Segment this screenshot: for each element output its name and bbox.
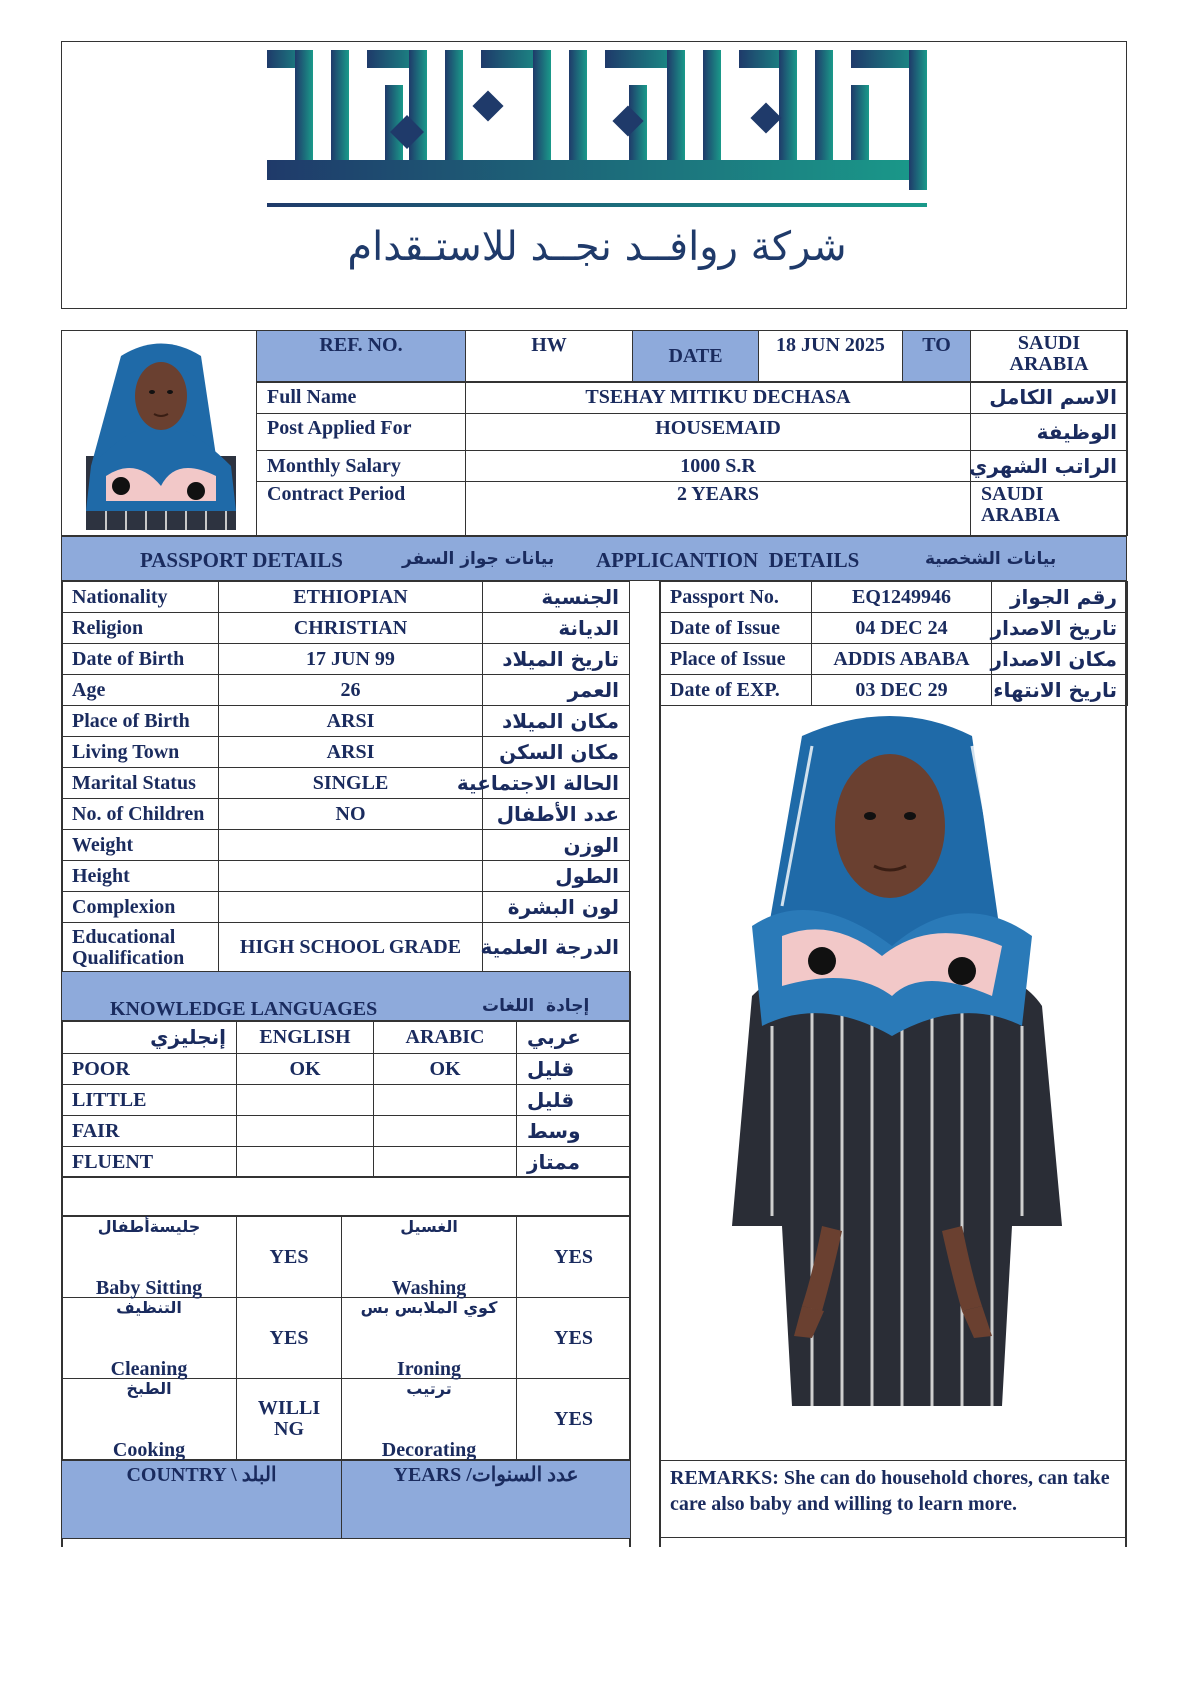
- company-arabic-name: شركة روافــد نجــد للاستـقدام: [347, 224, 847, 270]
- salary-value: 1000 S.R: [466, 451, 971, 482]
- personal-value: 26: [219, 675, 483, 706]
- language-level-ar: قليل: [517, 1085, 631, 1116]
- personal-ar: الطول: [483, 861, 630, 892]
- personal-ar: الوزن: [483, 830, 630, 861]
- post-label: Post Applied For: [257, 414, 466, 451]
- personal-value: CHRISTIAN: [219, 613, 483, 644]
- skill-name-cell: [342, 1217, 517, 1298]
- language-level: FLUENT: [62, 1147, 237, 1178]
- skill-row: [62, 1217, 631, 1298]
- post-ar: الوظيفة: [971, 414, 1128, 451]
- company-logo: [267, 45, 927, 225]
- personal-label: Marital Status: [62, 768, 219, 799]
- skill-name-ar: جليسةأطفال: [97, 1217, 201, 1236]
- language-english-value: [237, 1147, 374, 1178]
- personal-label: Nationality: [62, 582, 219, 613]
- personal-value: [219, 861, 483, 892]
- language-row: [62, 1116, 631, 1147]
- skill-name-cell: [342, 1298, 517, 1379]
- personal-row: [62, 768, 630, 799]
- full-name-label: Full Name: [257, 382, 466, 414]
- personal-label: Educational Qualification: [62, 923, 219, 973]
- personal-row: [62, 706, 630, 737]
- personal-ar: العمر: [483, 675, 630, 706]
- personal-label: Age: [62, 675, 219, 706]
- personal-ar: عدد الأطفال: [483, 799, 630, 830]
- skill-name-en: Ironing: [396, 1358, 462, 1380]
- personal-value: [219, 830, 483, 861]
- personal-ar: تاريخ الميلاد: [483, 644, 630, 675]
- language-arabic-value: [374, 1147, 517, 1178]
- personal-ar: مكان الميلاد: [483, 706, 630, 737]
- application-details-ar: بيانات الشخصية: [925, 549, 1057, 569]
- contract-value: 2 YEARS: [466, 482, 971, 536]
- skill-value: YES: [237, 1298, 342, 1379]
- passport-value: 03 DEC 29: [812, 675, 992, 706]
- personal-row: [62, 737, 630, 768]
- skill-row: [62, 1298, 631, 1379]
- salary-label: Monthly Salary: [257, 451, 466, 482]
- personal-ar: مكان السكن: [483, 737, 630, 768]
- language-arabic-value: OK: [374, 1054, 517, 1085]
- lang-head-arabic: ARABIC: [374, 1022, 517, 1054]
- personal-ar: الديانة: [483, 613, 630, 644]
- personal-ar: الجنسية: [483, 582, 630, 613]
- personal-details-table: [61, 581, 630, 973]
- passport-value: EQ1249946: [812, 582, 992, 613]
- lang-head-ar-right: عربي: [517, 1022, 631, 1054]
- language-arabic-value: [374, 1085, 517, 1116]
- passport-details-ar: بيانات جواز السفر: [402, 549, 555, 569]
- remarks-box: [659, 1460, 1127, 1538]
- date-label: DATE: [633, 331, 759, 383]
- passport-ar: تاريخ الاصدار: [992, 613, 1128, 644]
- languages-title-en: KNOWLEDGE LANGUAGES: [110, 998, 378, 1020]
- personal-row: [62, 861, 630, 892]
- contract-label: Contract Period: [257, 482, 466, 536]
- right-column-left-border: [659, 581, 661, 1547]
- skill-name-cell: [62, 1379, 237, 1460]
- passport-ar: تاريخ الانتهاء: [992, 675, 1128, 706]
- passport-row: [660, 613, 1128, 644]
- experience-table: [61, 1460, 631, 1539]
- remarks-text: REMARKS: She can do household chores, can take care also baby and willing to learn more.: [670, 1467, 1110, 1515]
- language-arabic-value: [374, 1116, 517, 1147]
- passport-label: Passport No.: [660, 582, 812, 613]
- skill-row: [62, 1379, 631, 1460]
- language-level-ar: قليل: [517, 1054, 631, 1085]
- ref-no-value: HW: [466, 331, 633, 383]
- language-row: [62, 1085, 631, 1116]
- personal-row: [62, 613, 630, 644]
- personal-label: Date of Birth: [62, 644, 219, 675]
- right-column-right-border: [1125, 581, 1127, 1547]
- personal-ar: الدرجة العلمية: [483, 923, 630, 973]
- skill-value: YES: [517, 1217, 631, 1298]
- date-value: 18 JUN 2025: [759, 331, 903, 383]
- personal-row: [62, 830, 630, 861]
- passport-ar: مكان الاصدار: [992, 644, 1128, 675]
- skill-name-ar: الغسيل: [400, 1217, 458, 1236]
- skill-name-ar: ترتيب: [406, 1379, 452, 1398]
- languages-spacer: [61, 1176, 630, 1216]
- personal-label: Place of Birth: [62, 706, 219, 737]
- skill-name-en: Washing: [391, 1277, 467, 1299]
- reference-table: [256, 330, 1128, 383]
- section-bar: [61, 536, 1127, 581]
- job-table: [256, 381, 1128, 536]
- applicant-photo-large: [662, 706, 1124, 1470]
- skill-name-ar: التنظيف: [116, 1298, 182, 1317]
- skill-name-cell: [62, 1298, 237, 1379]
- passport-label: Date of EXP.: [660, 675, 812, 706]
- skill-name-ar: الطبخ: [126, 1379, 172, 1398]
- personal-value: 17 JUN 99: [219, 644, 483, 675]
- skill-name-en: Cooking: [112, 1439, 186, 1461]
- language-english-value: [237, 1116, 374, 1147]
- salary-ar: الراتب الشهري: [971, 451, 1128, 482]
- language-row: [62, 1054, 631, 1085]
- language-english-value: [237, 1085, 374, 1116]
- to-label: TO: [903, 331, 971, 383]
- passport-ar: رقم الجواز: [992, 582, 1128, 613]
- personal-value: ARSI: [219, 737, 483, 768]
- skill-name-en: Decorating: [381, 1439, 477, 1461]
- full-name-value: TSEHAY MITIKU DECHASA: [466, 382, 971, 414]
- passport-label: Date of Issue: [660, 613, 812, 644]
- to-value: SAUDI ARABIA: [971, 331, 1128, 383]
- skill-name-en: Cleaning: [110, 1358, 188, 1380]
- applicant-photo-small: [66, 336, 256, 530]
- language-row: [62, 1147, 631, 1178]
- personal-row: [62, 799, 630, 830]
- languages-table: [61, 1021, 631, 1178]
- personal-label: Weight: [62, 830, 219, 861]
- personal-value: ARSI: [219, 706, 483, 737]
- passport-row: [660, 675, 1128, 706]
- passport-label: Place of Issue: [660, 644, 812, 675]
- skill-name-cell: [342, 1379, 517, 1460]
- language-level-ar: وسط: [517, 1116, 631, 1147]
- skill-value: WILLI NG: [237, 1379, 342, 1460]
- personal-value: SINGLE: [219, 768, 483, 799]
- application-details-en: APPLICANTION DETAILS: [596, 548, 860, 572]
- language-level-ar: ممتاز: [517, 1147, 631, 1178]
- years-header: YEARS /عدد السنوات: [342, 1461, 631, 1539]
- personal-label: Complexion: [62, 892, 219, 923]
- passport-row: [660, 582, 1128, 613]
- personal-label: Height: [62, 861, 219, 892]
- post-value: HOUSEMAID: [466, 414, 971, 451]
- country-header: COUNTRY \ البلد: [62, 1461, 342, 1539]
- personal-row: [62, 675, 630, 706]
- languages-header: [61, 971, 630, 1021]
- personal-row: [62, 582, 630, 613]
- personal-ar: الحالة الاجتماعية: [483, 768, 630, 799]
- lang-head-english: ENGLISH: [237, 1022, 374, 1054]
- ref-no-label: REF. NO.: [257, 331, 466, 383]
- personal-row: [62, 644, 630, 675]
- personal-label: Religion: [62, 613, 219, 644]
- passport-details-en: PASSPORT DETAILS: [140, 548, 343, 572]
- passport-details-table: [659, 581, 1128, 706]
- skill-value: YES: [517, 1298, 631, 1379]
- personal-value: HIGH SCHOOL GRADE: [219, 923, 483, 973]
- contract-ar: SAUDI ARABIA: [971, 482, 1128, 536]
- skill-name-cell: [62, 1217, 237, 1298]
- personal-value: ETHIOPIAN: [219, 582, 483, 613]
- personal-label: No. of Children: [62, 799, 219, 830]
- full-name-ar: الاسم الكامل: [971, 382, 1128, 414]
- logo-box: [61, 41, 1127, 309]
- languages-title-ar: إجادة اللغات: [482, 996, 590, 1016]
- personal-value: NO: [219, 799, 483, 830]
- language-level: POOR: [62, 1054, 237, 1085]
- language-level: FAIR: [62, 1116, 237, 1147]
- skill-value: YES: [517, 1379, 631, 1460]
- language-english-value: OK: [237, 1054, 374, 1085]
- lang-head-ar-left: إنجليزي: [62, 1022, 237, 1054]
- personal-ar: لون البشرة: [483, 892, 630, 923]
- skill-name-en: Baby Sitting: [95, 1277, 203, 1299]
- skill-value: YES: [237, 1217, 342, 1298]
- passport-value: ADDIS ABABA: [812, 644, 992, 675]
- personal-label: Living Town: [62, 737, 219, 768]
- personal-row: [62, 923, 630, 973]
- personal-row: [62, 892, 630, 923]
- language-level: LITTLE: [62, 1085, 237, 1116]
- personal-value: [219, 892, 483, 923]
- passport-row: [660, 644, 1128, 675]
- skill-name-ar: كوي الملابس بس: [360, 1298, 498, 1317]
- passport-value: 04 DEC 24: [812, 613, 992, 644]
- skills-table: [61, 1216, 631, 1460]
